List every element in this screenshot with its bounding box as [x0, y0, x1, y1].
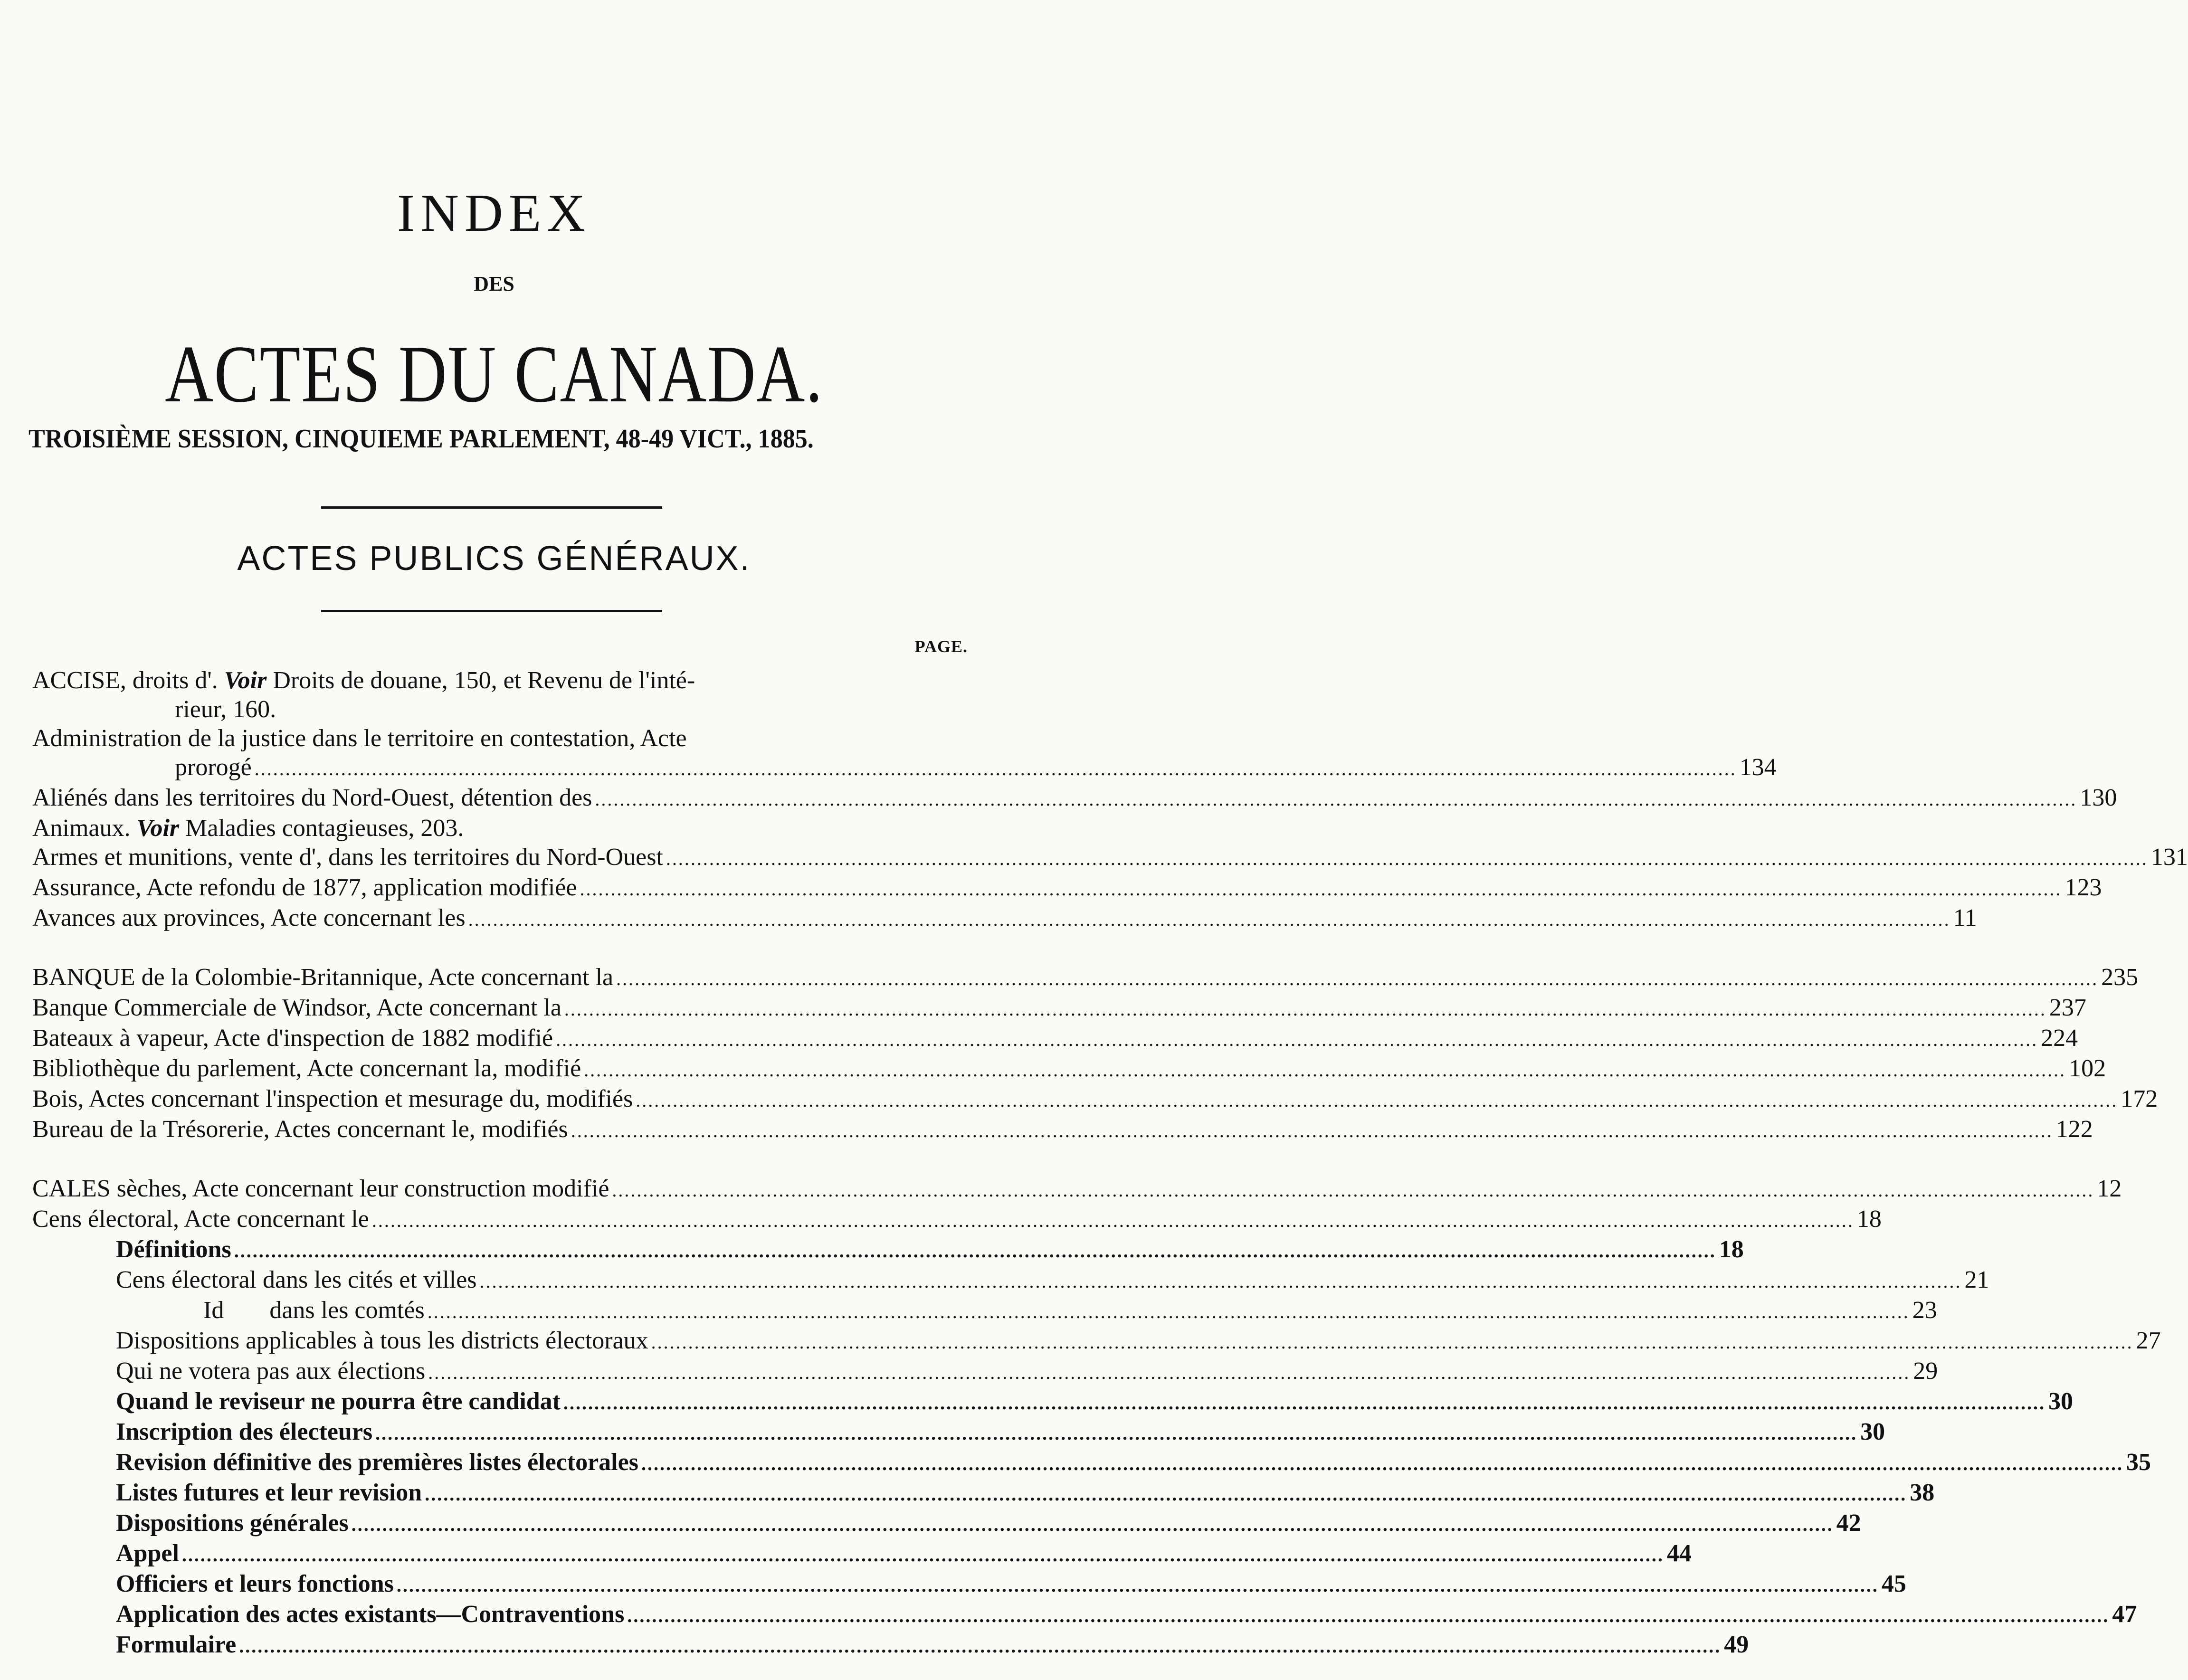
- subentry-qui-ne-votera: [32, 1357, 1938, 1387]
- leader-dots: [375, 1419, 1857, 1448]
- page-number: 134: [1739, 754, 1777, 781]
- entry-rest: Droits de douane, 150, et Revenu de l'inté-: [273, 667, 695, 694]
- leader-dots: [352, 1510, 1834, 1539]
- page-number: 224: [2041, 1025, 2078, 1052]
- page-number: 38: [1910, 1479, 1935, 1506]
- subentry-inscription: [32, 1417, 1885, 1448]
- subentry-cens-comtes: [32, 1296, 1937, 1326]
- subentry-cens-cites: [32, 1265, 1989, 1296]
- page-number: 235: [2101, 964, 2139, 991]
- page-column-label: PAGE.: [914, 637, 968, 656]
- entry-administration: [32, 724, 1777, 783]
- leader-dots: [556, 1025, 2038, 1054]
- leader-dots: [584, 1055, 2066, 1084]
- subentry-appel: [32, 1539, 1692, 1569]
- leader-dots: [571, 1116, 2053, 1145]
- page-number: 123: [2064, 874, 2102, 901]
- entry-continuation: rieur, 160.: [175, 696, 276, 723]
- subentry-revision: [32, 1448, 2151, 1478]
- entry-text: Bois, Actes concernant l'inspection et mesurage du, modifiés: [32, 1085, 633, 1112]
- voir-label: Voir: [224, 667, 267, 694]
- entry-banque-cb: [32, 963, 2139, 993]
- leader-dots: [564, 995, 2046, 1024]
- entry-text: Avances aux provinces, Acte concernant les: [32, 904, 466, 931]
- leader-dots: [636, 1086, 2118, 1115]
- entry-head: ACCISE, droits d'.: [32, 667, 218, 694]
- entry-text: Dispositions applicables à tous les districts électoraux: [116, 1327, 648, 1354]
- page-number: 21: [1964, 1266, 1989, 1293]
- entry-text: dans les comtés: [269, 1297, 425, 1324]
- entry-accise: [32, 666, 974, 724]
- subentry-officiers: [32, 1569, 1906, 1600]
- leader-dots: [651, 1328, 2133, 1357]
- entry-text: Listes futures et leur revision: [116, 1479, 422, 1506]
- session-line: TROISIÈME SESSION, CINQUIEME PARLEMENT, 48-49 VICT., 1885.: [29, 424, 814, 454]
- entry-bateaux: [32, 1024, 2078, 1054]
- entry-text: Banque Commerciale de Windsor, Acte concernant la: [32, 994, 561, 1021]
- entry-text: Formulaire: [116, 1631, 237, 1658]
- entry-text: Qui ne votera pas aux élections: [116, 1357, 426, 1385]
- leader-dots: [428, 1297, 1910, 1326]
- entry-bois: [32, 1084, 2158, 1115]
- entry-text: Revision définitive des premières listes électorales: [116, 1449, 638, 1476]
- page-number: 30: [2048, 1388, 2073, 1415]
- page-number: 45: [1881, 1570, 1906, 1597]
- entry-banque-windsor: [32, 993, 2086, 1024]
- top-divider: [321, 506, 662, 509]
- leader-dots: [580, 874, 2062, 903]
- subentry-listes-futures: [32, 1478, 1935, 1509]
- entry-text: Appel: [116, 1540, 179, 1567]
- entry-alienes: [32, 783, 2117, 814]
- leader-dots: [182, 1540, 1664, 1569]
- entry-text: CALES sèches, Acte concernant leur construction modifié: [32, 1175, 609, 1202]
- page-number: 102: [2069, 1055, 2106, 1082]
- page-number: 237: [2049, 994, 2086, 1021]
- entry-continuation: prorogé: [175, 754, 252, 781]
- subentry-application: [32, 1600, 2137, 1630]
- entry-text: Définitions: [116, 1236, 231, 1263]
- entry-text: Bibliothèque du parlement, Acte concernant la, modifié: [32, 1055, 581, 1082]
- entry-text: Assurance, Acte refondu de 1877, application modifiée: [32, 874, 577, 901]
- page-number: 42: [1836, 1509, 1861, 1537]
- leader-dots: [595, 785, 2077, 814]
- leader-dots: [239, 1632, 1721, 1661]
- index-title: INDEX: [397, 184, 591, 243]
- page-number: 131: [2150, 844, 2188, 871]
- voir-label: Voir: [136, 815, 180, 842]
- bottom-divider: [321, 610, 662, 612]
- page-number: 12: [2097, 1175, 2122, 1202]
- leader-dots: [234, 1236, 1716, 1265]
- leader-dots: [255, 754, 1737, 783]
- entry-text: Quand le reviseur ne pourra être candidat: [116, 1388, 561, 1415]
- entry-cales: [32, 1174, 2122, 1205]
- entry-text: Bureau de la Trésorerie, Actes concernant le, modifiés: [32, 1116, 568, 1143]
- leader-dots: [428, 1358, 1910, 1387]
- entry-text: Aliénés dans les territoires du Nord-Ouest, détention des: [32, 784, 592, 811]
- entry-text: Application des actes existants—Contraventions: [116, 1601, 625, 1628]
- leader-dots: [666, 844, 2148, 873]
- des-label: DES: [474, 272, 514, 295]
- leader-dots: [372, 1206, 1854, 1235]
- section-heading: ACTES PUBLICS GÉNÉRAUX.: [237, 540, 751, 578]
- entry-text: Inscription des électeurs: [116, 1418, 373, 1445]
- subentry-dispositions-applicables: [32, 1326, 2161, 1357]
- leader-dots: [641, 1449, 2123, 1478]
- page-number: 49: [1724, 1631, 1749, 1658]
- page-number: 29: [1913, 1357, 1938, 1385]
- entry-text: Cens électoral dans les cités et villes: [116, 1266, 477, 1293]
- page-number: 122: [2055, 1116, 2093, 1143]
- leader-dots: [468, 905, 1950, 934]
- page-number: 47: [2112, 1601, 2137, 1628]
- subentry-dispositions-generales: [32, 1509, 1861, 1539]
- leader-dots: [425, 1480, 1907, 1509]
- entry-animaux: [32, 814, 974, 843]
- subentry-definitions: [32, 1235, 1744, 1265]
- entry-rest: Maladies contagieuses, 203.: [185, 815, 464, 842]
- entry-text: Armes et munitions, vente d', dans les territoires du Nord-Ouest: [32, 844, 663, 871]
- entry-assurance: [32, 873, 2102, 903]
- entry-text: BANQUE de la Colombie-Britannique, Acte concernant la: [32, 964, 614, 991]
- page-number: 172: [2121, 1085, 2158, 1112]
- id-label: Id: [203, 1297, 224, 1324]
- entry-text: Dispositions générales: [116, 1509, 349, 1537]
- entry-head: Animaux.: [32, 815, 131, 842]
- page-number: 18: [1719, 1236, 1744, 1263]
- page-number: 27: [2136, 1327, 2161, 1354]
- leader-dots: [612, 1176, 2094, 1205]
- entry-bibliotheque: [32, 1054, 2106, 1084]
- entry-text: Bateaux à vapeur, Acte d'inspection de 1882 modifié: [32, 1025, 553, 1052]
- entry-avances: [32, 903, 1977, 934]
- leader-dots: [627, 1601, 2109, 1630]
- entry-text: Administration de la justice dans le territoire en contestation, Acte: [32, 725, 687, 752]
- page-number: 35: [2126, 1449, 2151, 1476]
- entry-text: Cens électoral, Acte concernant le: [32, 1205, 369, 1233]
- leader-dots: [480, 1267, 1962, 1296]
- entry-armes: [32, 843, 2188, 873]
- leader-dots: [563, 1388, 2045, 1417]
- entry-cens: [32, 1205, 1882, 1235]
- page-number: 23: [1912, 1297, 1937, 1324]
- actes-title: ACTES DU CANADA.: [165, 329, 823, 419]
- page-number: 44: [1666, 1540, 1692, 1567]
- entry-bureau: [32, 1115, 2093, 1145]
- leader-dots: [616, 964, 2098, 993]
- leader-dots: [397, 1571, 1879, 1600]
- page-number: 11: [1953, 904, 1977, 931]
- index-list: [32, 666, 2188, 1661]
- page-number: 18: [1856, 1205, 1882, 1233]
- entry-text: Officiers et leurs fonctions: [116, 1570, 394, 1597]
- subentry-formulaire: [32, 1630, 1749, 1661]
- page-number: 30: [1860, 1418, 1885, 1445]
- subentry-quand-reviseur: [32, 1387, 2073, 1417]
- page-number: 130: [2080, 784, 2117, 811]
